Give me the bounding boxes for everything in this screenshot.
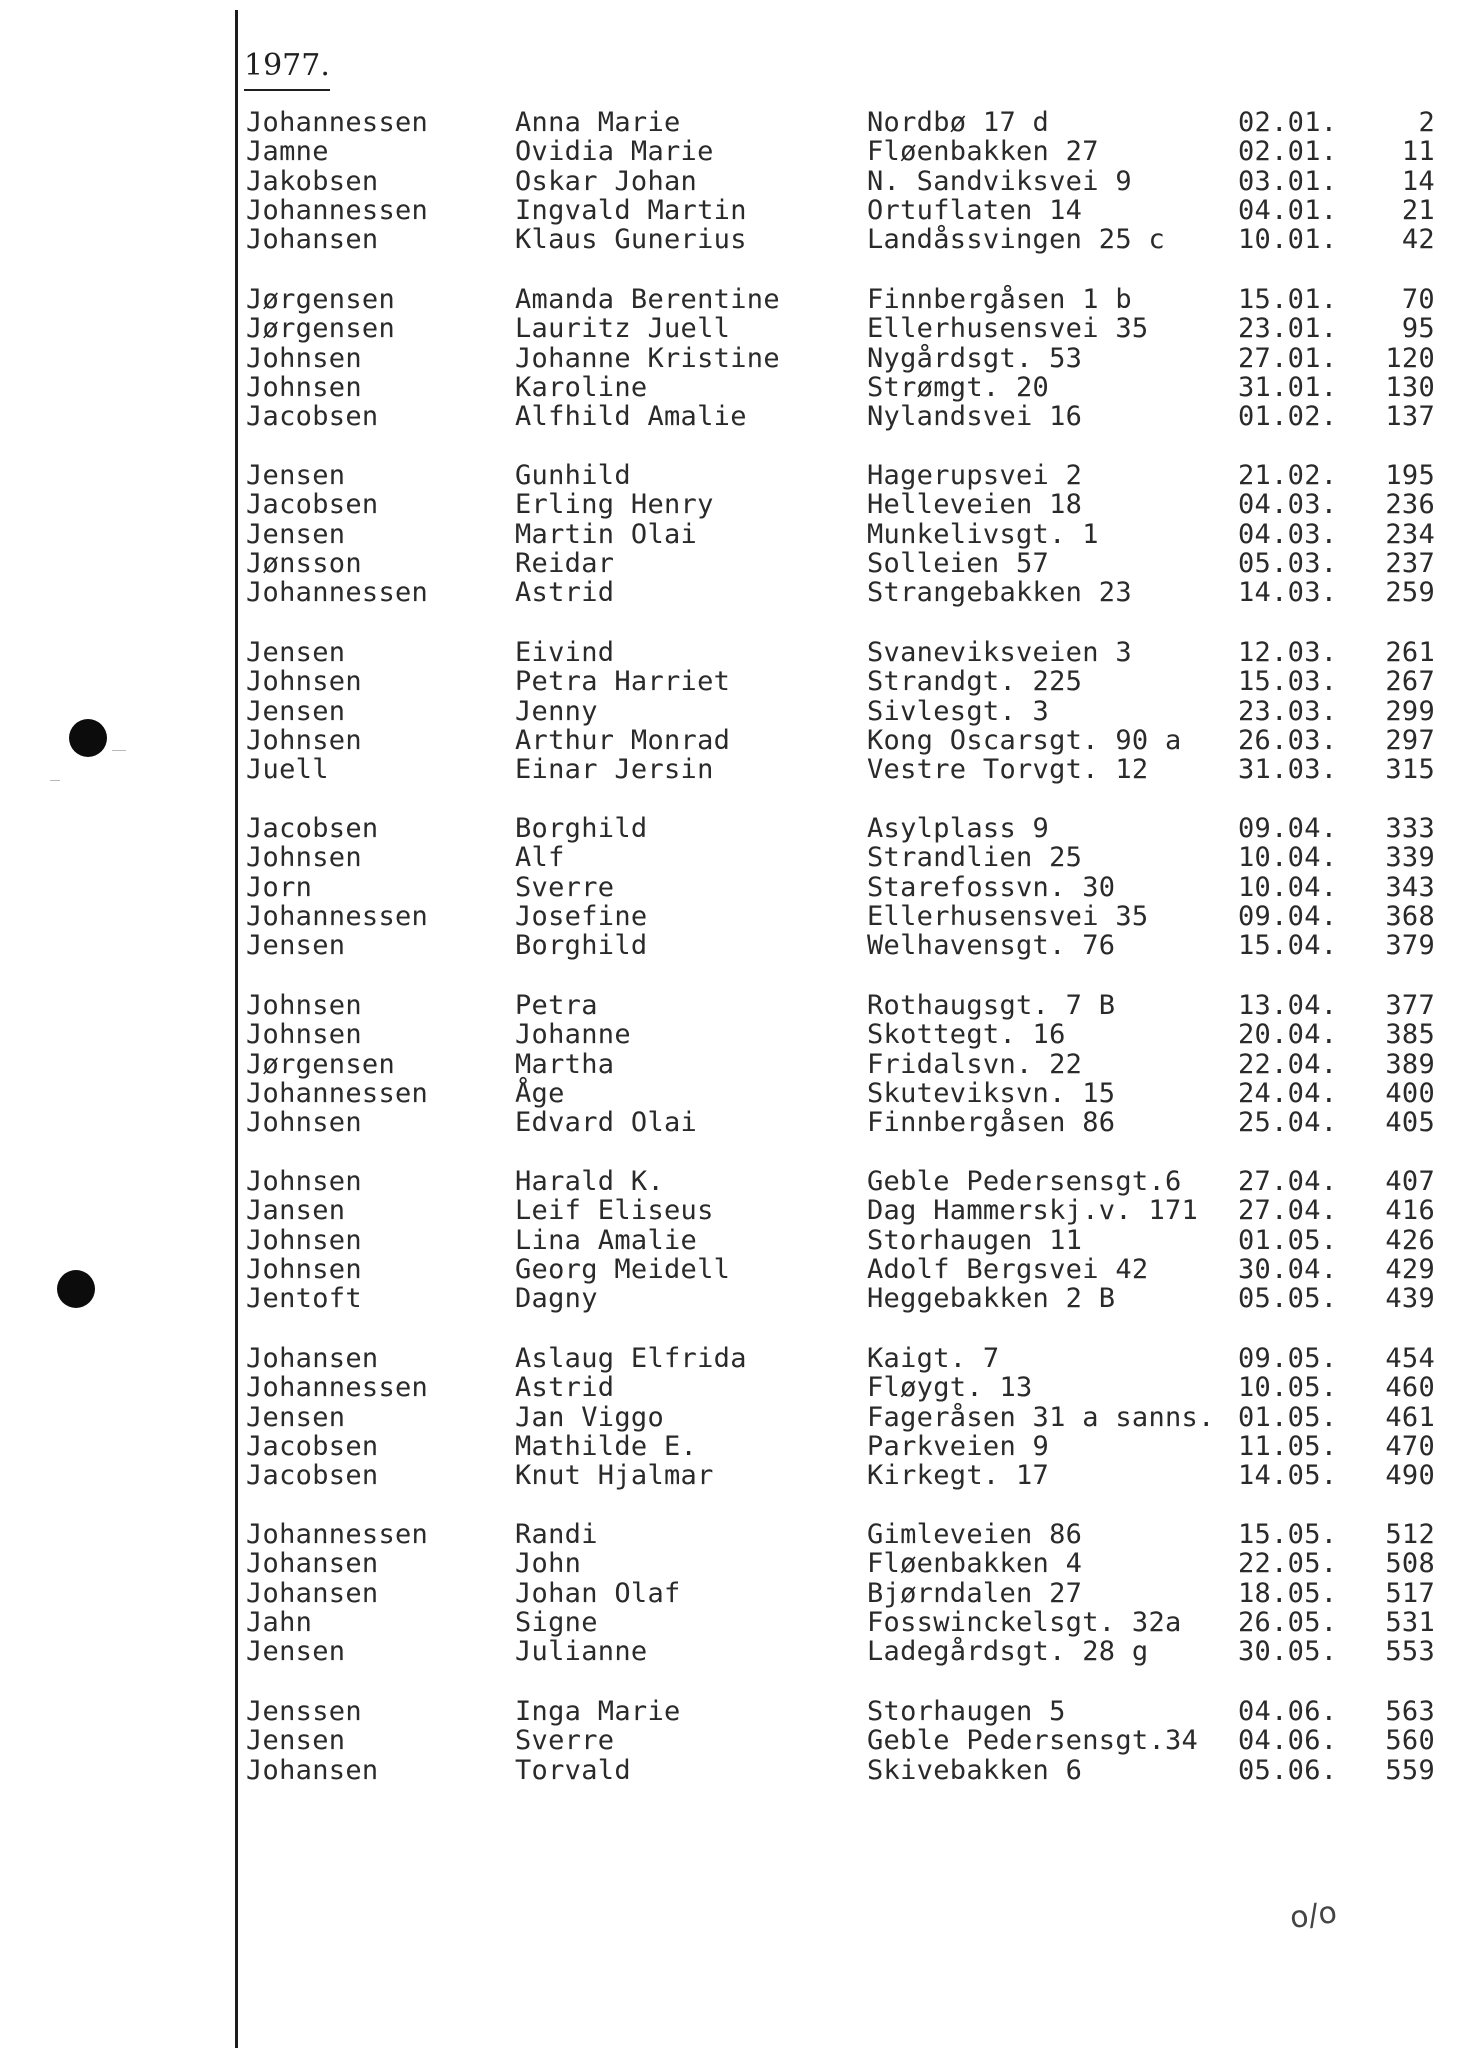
register-row	[0, 490, 1461, 520]
register-row	[0, 1079, 1461, 1109]
surname-cell: Johannessen	[246, 194, 429, 226]
register-row	[0, 285, 1461, 315]
address-cell: Kirkegt. 17	[867, 1460, 1050, 1492]
number-cell: 517	[1385, 1577, 1435, 1609]
number-cell: 70	[1401, 284, 1435, 315]
register-row	[0, 1373, 1461, 1403]
given-names-cell: Arthur Monrad	[515, 724, 731, 756]
surname-cell: Johnsen	[246, 990, 362, 1021]
register-row	[0, 931, 1461, 961]
address-cell: Munkelivsgt. 1	[867, 518, 1099, 550]
number-cell: 315	[1385, 754, 1435, 786]
number-cell: 512	[1385, 1519, 1435, 1550]
given-names-cell: Einar Jersin	[515, 754, 714, 786]
number-cell: 490	[1385, 1460, 1435, 1492]
address-cell: Ellerhusensvei 35	[867, 900, 1149, 932]
register-row	[0, 167, 1461, 197]
address-cell: Geble Pedersensgt.34	[867, 1725, 1199, 1757]
number-cell: 508	[1385, 1548, 1435, 1580]
number-cell: 261	[1385, 637, 1435, 668]
number-cell: 407	[1385, 1166, 1435, 1197]
date-cell: 27.01.	[1238, 342, 1338, 374]
given-names-cell: Knut Hjalmar	[515, 1460, 714, 1492]
address-cell: Helleveien 18	[867, 489, 1083, 521]
number-cell: 259	[1385, 577, 1435, 609]
date-cell: 05.05.	[1238, 1283, 1338, 1315]
date-cell: 27.04.	[1238, 1166, 1338, 1197]
surname-cell: Johannessen	[246, 900, 429, 932]
given-names-cell: Lauritz Juell	[515, 313, 731, 345]
address-cell: Starefossvn. 30	[867, 871, 1116, 903]
register-row	[0, 1608, 1461, 1638]
date-cell: 15.03.	[1238, 666, 1338, 698]
surname-cell: Jacobsen	[246, 489, 379, 521]
date-cell: 26.03.	[1238, 724, 1338, 756]
surname-cell: Jensen	[246, 695, 346, 727]
address-cell: Fageråsen 31 a sanns.	[867, 1401, 1215, 1433]
given-names-cell: Astrid	[515, 1372, 615, 1404]
date-cell: 26.05.	[1238, 1606, 1338, 1638]
register-row	[0, 1697, 1461, 1727]
given-names-cell: Martha	[515, 1048, 615, 1080]
register-row	[0, 1108, 1461, 1138]
surname-cell: Jensen	[246, 637, 346, 668]
given-names-cell: Leif Eliseus	[515, 1195, 714, 1227]
given-names-cell: Anna Marie	[515, 107, 681, 138]
surname-cell: Jacobsen	[246, 1460, 379, 1492]
address-cell: Welhavensgt. 76	[867, 930, 1116, 962]
given-names-cell: Josefine	[515, 900, 648, 932]
surname-cell: Johnsen	[246, 666, 362, 698]
surname-cell: Jensen	[246, 1725, 346, 1757]
given-names-cell: Aslaug Elfrida	[515, 1343, 747, 1374]
date-cell: 23.01.	[1238, 313, 1338, 345]
surname-cell: Johnsen	[246, 1107, 362, 1139]
number-cell: 297	[1385, 724, 1435, 756]
number-cell: 405	[1385, 1107, 1435, 1139]
date-cell: 05.03.	[1238, 547, 1338, 579]
address-cell: Nylandsvei 16	[867, 401, 1083, 433]
given-names-cell: Astrid	[515, 577, 615, 609]
surname-cell: Jensen	[246, 460, 346, 491]
surname-cell: Johansen	[246, 224, 379, 256]
given-names-cell: Petra Harriet	[515, 666, 731, 698]
number-cell: 11	[1401, 136, 1435, 168]
number-cell: 42	[1401, 224, 1435, 256]
date-cell: 30.05.	[1238, 1636, 1338, 1668]
date-cell: 03.01.	[1238, 165, 1338, 197]
date-cell: 22.05.	[1238, 1548, 1338, 1580]
given-names-cell: Sverre	[515, 1725, 615, 1757]
surname-cell: Johansen	[246, 1577, 379, 1609]
number-cell: 461	[1385, 1401, 1435, 1433]
number-cell: 531	[1385, 1606, 1435, 1638]
number-cell: 379	[1385, 930, 1435, 962]
number-cell: 460	[1385, 1372, 1435, 1404]
date-cell: 22.04.	[1238, 1048, 1338, 1080]
surname-cell: Jacobsen	[246, 813, 379, 844]
date-cell: 10.05.	[1238, 1372, 1338, 1404]
given-names-cell: Harald K.	[515, 1166, 664, 1197]
given-names-cell: Mathilde E.	[515, 1430, 698, 1462]
given-names-cell: Jenny	[515, 695, 598, 727]
number-cell: 267	[1385, 666, 1435, 698]
given-names-cell: Petra	[515, 990, 598, 1021]
surname-cell: Johnsen	[246, 842, 362, 874]
number-cell: 21	[1401, 194, 1435, 226]
address-cell: Fløygt. 13	[867, 1372, 1033, 1404]
surname-cell: Jakobsen	[246, 165, 379, 197]
surname-cell: Jenssen	[246, 1696, 362, 1727]
register-row	[0, 1549, 1461, 1579]
address-cell: Finnbergåsen 1 b	[867, 284, 1132, 315]
register-row	[0, 1403, 1461, 1433]
given-names-cell: Edvard Olai	[515, 1107, 698, 1139]
corner-mark: o/o	[1287, 1894, 1340, 1937]
address-cell: Ellerhusensvei 35	[867, 313, 1149, 345]
given-names-cell: Gunhild	[515, 460, 631, 491]
number-cell: 563	[1385, 1696, 1435, 1727]
date-cell: 05.06.	[1238, 1754, 1338, 1786]
date-cell: 01.05.	[1238, 1401, 1338, 1433]
date-cell: 23.03.	[1238, 695, 1338, 727]
given-names-cell: Randi	[515, 1519, 598, 1550]
register-row	[0, 991, 1461, 1021]
register-row	[0, 1196, 1461, 1226]
register-row	[0, 1579, 1461, 1609]
given-names-cell: Alfhild Amalie	[515, 401, 747, 433]
register-row	[0, 843, 1461, 873]
address-cell: Fløenbakken 4	[867, 1548, 1083, 1580]
date-cell: 25.04.	[1238, 1107, 1338, 1139]
address-cell: Fridalsvn. 22	[867, 1048, 1083, 1080]
date-cell: 02.01.	[1238, 107, 1338, 138]
date-cell: 30.04.	[1238, 1253, 1338, 1285]
number-cell: 368	[1385, 900, 1435, 932]
register-row	[0, 697, 1461, 727]
address-cell: Storhaugen 11	[867, 1224, 1083, 1256]
date-cell: 04.06.	[1238, 1725, 1338, 1757]
surname-cell: Johansen	[246, 1343, 379, 1374]
date-cell: 15.05.	[1238, 1519, 1338, 1550]
register-row	[0, 1432, 1461, 1462]
register-row	[0, 755, 1461, 785]
surname-cell: Johannessen	[246, 1519, 429, 1550]
number-cell: 389	[1385, 1048, 1435, 1080]
register-row	[0, 667, 1461, 697]
address-cell: Adolf Bergsvei 42	[867, 1253, 1149, 1285]
address-cell: Parkveien 9	[867, 1430, 1050, 1462]
number-cell: 234	[1385, 518, 1435, 550]
surname-cell: Johnsen	[246, 1166, 362, 1197]
date-cell: 10.01.	[1238, 224, 1338, 256]
number-cell: 299	[1385, 695, 1435, 727]
given-names-cell: Georg Meidell	[515, 1253, 731, 1285]
surname-cell: Jørgensen	[246, 1048, 395, 1080]
address-cell: Strømgt. 20	[867, 371, 1050, 403]
number-cell: 339	[1385, 842, 1435, 874]
surname-cell: Jorn	[246, 871, 313, 903]
register-row	[0, 196, 1461, 226]
address-cell: Sivlesgt. 3	[867, 695, 1050, 727]
surname-cell: Johnsen	[246, 724, 362, 756]
register-row	[0, 137, 1461, 167]
address-cell: Skottegt. 16	[867, 1019, 1066, 1051]
surname-cell: Jamne	[246, 136, 329, 168]
surname-cell: Johnsen	[246, 1019, 362, 1051]
given-names-cell: Ingvald Martin	[515, 194, 747, 226]
address-cell: N. Sandviksvei 9	[867, 165, 1132, 197]
register-row	[0, 1756, 1461, 1786]
date-cell: 04.03.	[1238, 489, 1338, 521]
given-names-cell: John	[515, 1548, 582, 1580]
given-names-cell: Signe	[515, 1606, 598, 1638]
date-cell: 20.04.	[1238, 1019, 1338, 1051]
register-row	[0, 1167, 1461, 1197]
number-cell: 429	[1385, 1253, 1435, 1285]
address-cell: Skuteviksvn. 15	[867, 1077, 1116, 1109]
address-cell: Skivebakken 6	[867, 1754, 1083, 1786]
address-cell: Hagerupsvei 2	[867, 460, 1083, 491]
number-cell: 553	[1385, 1636, 1435, 1668]
number-cell: 333	[1385, 813, 1435, 844]
number-cell: 385	[1385, 1019, 1435, 1051]
number-cell: 416	[1385, 1195, 1435, 1227]
register-row	[0, 873, 1461, 903]
date-cell: 15.01.	[1238, 284, 1338, 315]
register-row	[0, 1637, 1461, 1667]
date-cell: 02.01.	[1238, 136, 1338, 168]
number-cell: 195	[1385, 460, 1435, 491]
number-cell: 400	[1385, 1077, 1435, 1109]
date-cell: 14.03.	[1238, 577, 1338, 609]
register-row	[0, 520, 1461, 550]
surname-cell: Jensen	[246, 518, 346, 550]
given-names-cell: Jan Viggo	[515, 1401, 664, 1433]
address-cell: Nordbø 17 d	[867, 107, 1050, 138]
register-row	[0, 902, 1461, 932]
register-row	[0, 314, 1461, 344]
date-cell: 31.03.	[1238, 754, 1338, 786]
address-cell: Nygårdsgt. 53	[867, 342, 1083, 374]
surname-cell: Jønsson	[246, 547, 362, 579]
address-cell: Vestre Torvgt. 12	[867, 754, 1149, 786]
address-cell: Gimleveien 86	[867, 1519, 1083, 1550]
address-cell: Bjørndalen 27	[867, 1577, 1083, 1609]
date-cell: 15.04.	[1238, 930, 1338, 962]
address-cell: Solleien 57	[867, 547, 1050, 579]
register-row	[0, 344, 1461, 374]
date-cell: 09.05.	[1238, 1343, 1338, 1374]
number-cell: 470	[1385, 1430, 1435, 1462]
register-row	[0, 1226, 1461, 1256]
given-names-cell: Karoline	[515, 371, 648, 403]
date-cell: 04.06.	[1238, 1696, 1338, 1727]
surname-cell: Jahn	[246, 1606, 313, 1638]
given-names-cell: Johanne Kristine	[515, 342, 780, 374]
number-cell: 426	[1385, 1224, 1435, 1256]
surname-cell: Jacobsen	[246, 401, 379, 433]
given-names-cell: Eivind	[515, 637, 615, 668]
address-cell: Landåssvingen 25 c	[867, 224, 1165, 256]
given-names-cell: Julianne	[515, 1636, 648, 1668]
address-cell: Strangebakken 23	[867, 577, 1132, 609]
number-cell: 559	[1385, 1754, 1435, 1786]
number-cell: 14	[1401, 165, 1435, 197]
register-row	[0, 1255, 1461, 1285]
number-cell: 237	[1385, 547, 1435, 579]
register-row	[0, 549, 1461, 579]
register-row	[0, 578, 1461, 608]
given-names-cell: Ovidia Marie	[515, 136, 714, 168]
given-names-cell: Klaus Gunerius	[515, 224, 747, 256]
date-cell: 24.04.	[1238, 1077, 1338, 1109]
register-row	[0, 1461, 1461, 1491]
surname-cell: Jørgensen	[246, 284, 395, 315]
address-cell: Storhaugen 5	[867, 1696, 1066, 1727]
date-cell: 18.05.	[1238, 1577, 1338, 1609]
given-names-cell: Dagny	[515, 1283, 598, 1315]
given-names-cell: Borghild	[515, 930, 648, 962]
date-cell: 27.04.	[1238, 1195, 1338, 1227]
given-names-cell: Johanne	[515, 1019, 631, 1051]
number-cell: 2	[1418, 107, 1435, 138]
surname-cell: Johnsen	[246, 342, 362, 374]
number-cell: 120	[1385, 342, 1435, 374]
date-cell: 11.05.	[1238, 1430, 1338, 1462]
date-cell: 09.04.	[1238, 900, 1338, 932]
number-cell: 439	[1385, 1283, 1435, 1315]
surname-cell: Johannessen	[246, 1077, 429, 1109]
register-row	[0, 108, 1461, 138]
address-cell: Strandlien 25	[867, 842, 1083, 874]
given-names-cell: Oskar Johan	[515, 165, 698, 197]
surname-cell: Johannessen	[246, 577, 429, 609]
number-cell: 137	[1385, 401, 1435, 433]
number-cell: 377	[1385, 990, 1435, 1021]
surname-cell: Jentoft	[246, 1283, 362, 1315]
register-row	[0, 1344, 1461, 1374]
address-cell: Kong Oscarsgt. 90 a	[867, 724, 1182, 756]
address-cell: Heggebakken 2 B	[867, 1283, 1116, 1315]
surname-cell: Johannessen	[246, 1372, 429, 1404]
given-names-cell: Torvald	[515, 1754, 631, 1786]
given-names-cell: Erling Henry	[515, 489, 714, 521]
surname-cell: Jørgensen	[246, 313, 395, 345]
given-names-cell: Lina Amalie	[515, 1224, 698, 1256]
date-cell: 09.04.	[1238, 813, 1338, 844]
register-row	[0, 1020, 1461, 1050]
given-names-cell: Johan Olaf	[515, 1577, 681, 1609]
address-cell: Svaneviksveien 3	[867, 637, 1132, 668]
surname-cell: Johannessen	[246, 107, 429, 138]
date-cell: 04.01.	[1238, 194, 1338, 226]
year-heading: 1977.	[244, 46, 330, 91]
number-cell: 343	[1385, 871, 1435, 903]
date-cell: 01.02.	[1238, 401, 1338, 433]
date-cell: 04.03.	[1238, 518, 1338, 550]
date-cell: 12.03.	[1238, 637, 1338, 668]
number-cell: 236	[1385, 489, 1435, 521]
number-cell: 95	[1401, 313, 1435, 345]
register-row	[0, 814, 1461, 844]
date-cell: 21.02.	[1238, 460, 1338, 491]
address-cell: Strandgt. 225	[867, 666, 1083, 698]
surname-cell: Johnsen	[246, 1253, 362, 1285]
given-names-cell: Martin Olai	[515, 518, 698, 550]
register-row	[0, 373, 1461, 403]
surname-cell: Jansen	[246, 1195, 346, 1227]
address-cell: Kaigt. 7	[867, 1343, 1000, 1374]
number-cell: 560	[1385, 1725, 1435, 1757]
surname-cell: Johansen	[246, 1754, 379, 1786]
register-row	[0, 1050, 1461, 1080]
address-cell: Ortuflaten 14	[867, 194, 1083, 226]
given-names-cell: Sverre	[515, 871, 615, 903]
surname-cell: Jensen	[246, 1636, 346, 1668]
number-cell: 454	[1385, 1343, 1435, 1374]
register-row	[0, 225, 1461, 255]
given-names-cell: Inga Marie	[515, 1696, 681, 1727]
given-names-cell: Alf	[515, 842, 565, 874]
address-cell: Ladegårdsgt. 28 g	[867, 1636, 1149, 1668]
address-cell: Geble Pedersensgt.6	[867, 1166, 1182, 1197]
register-row	[0, 726, 1461, 756]
address-cell: Rothaugsgt. 7 B	[867, 990, 1116, 1021]
address-cell: Asylplass 9	[867, 813, 1050, 844]
register-row	[0, 638, 1461, 668]
register-row	[0, 461, 1461, 491]
surname-cell: Jensen	[246, 1401, 346, 1433]
surname-cell: Jensen	[246, 930, 346, 962]
address-cell: Dag Hammerskj.v. 171	[867, 1195, 1199, 1227]
address-cell: Fløenbakken 27	[867, 136, 1099, 168]
date-cell: 31.01.	[1238, 371, 1338, 403]
given-names-cell: Åge	[515, 1077, 565, 1109]
date-cell: 10.04.	[1238, 871, 1338, 903]
date-cell: 13.04.	[1238, 990, 1338, 1021]
date-cell: 10.04.	[1238, 842, 1338, 874]
surname-cell: Johansen	[246, 1548, 379, 1580]
address-cell: Fosswinckelsgt. 32a	[867, 1606, 1182, 1638]
given-names-cell: Reidar	[515, 547, 615, 579]
address-cell: Finnbergåsen 86	[867, 1107, 1116, 1139]
surname-cell: Johnsen	[246, 1224, 362, 1256]
date-cell: 01.05.	[1238, 1224, 1338, 1256]
surname-cell: Jacobsen	[246, 1430, 379, 1462]
register-row	[0, 402, 1461, 432]
register-row	[0, 1284, 1461, 1314]
register-row	[0, 1520, 1461, 1550]
number-cell: 130	[1385, 371, 1435, 403]
given-names-cell: Amanda Berentine	[515, 284, 780, 315]
date-cell: 14.05.	[1238, 1460, 1338, 1492]
given-names-cell: Borghild	[515, 813, 648, 844]
surname-cell: Johnsen	[246, 371, 362, 403]
register-row	[0, 1726, 1461, 1756]
surname-cell: Juell	[246, 754, 329, 786]
